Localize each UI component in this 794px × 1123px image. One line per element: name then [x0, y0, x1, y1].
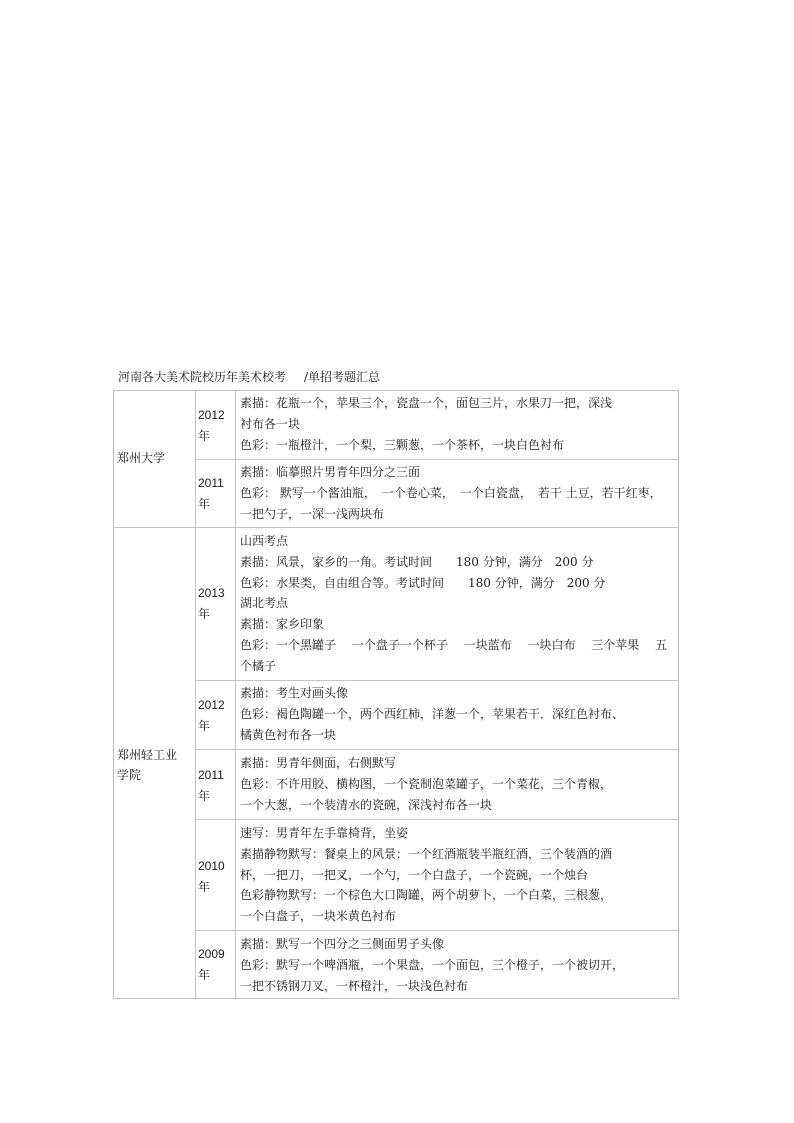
- year-value: 2012: [198, 408, 225, 422]
- year-unit: 年: [198, 880, 211, 894]
- content-line: 速写：男青年左手靠椅背，坐姿: [240, 826, 409, 840]
- content-line: 色彩：一瓶橙汁，一个梨，三颗葱，一个茶杯，一块白色衬布: [240, 437, 565, 452]
- university-name: 郑州大学: [117, 451, 166, 465]
- year-unit: 年: [198, 429, 211, 443]
- year-cell: [198, 583, 232, 625]
- content-line: 色彩：不许用胶、横构图，一个瓷制泡菜罐子，一个菜花，三个青椒，: [240, 776, 613, 791]
- exam-content-cell: [240, 683, 678, 745]
- content-line: 杯，一把刀，一把叉，一个勺，一个白盘子，一个瓷碗，一个烛台: [240, 867, 589, 882]
- content-line: 素描：考生对画头像: [240, 686, 349, 700]
- year-unit: 年: [198, 719, 211, 733]
- content-line: 色彩：水果类，自由组合等。考试时间 180 分钟，满分 200 分: [240, 575, 606, 590]
- content-line: 素描：男青年侧面，右侧默写: [240, 756, 397, 770]
- content-line: 衬布各一块: [240, 416, 301, 431]
- row-divider: [196, 749, 678, 750]
- content-line: 色彩：一个黑罐子 一个盘子一个杯子 一块蓝布 一块白布 三个苹果 五: [240, 637, 668, 652]
- content-line: 橘黄色衬布各一块: [240, 727, 337, 742]
- year-cell: [198, 405, 232, 447]
- content-line: 一把不锈钢刀叉，一杯橙汁，一块浅色衬布: [240, 978, 469, 993]
- year-value: 2011: [198, 476, 224, 490]
- document-title-tail: /单招考题汇总: [304, 370, 381, 384]
- exam-content-cell: [240, 393, 678, 455]
- year-cell: [198, 695, 232, 737]
- content-line: 素描：风景，家乡的一角。考试时间 180 分钟，满分 200 分: [240, 554, 594, 569]
- content-line: 色彩：默写一个啤酒瓶，一个果盘，一个面包，三个橙子，一个被切开，: [240, 957, 625, 972]
- year-unit: 年: [198, 497, 211, 511]
- column-divider-university: [195, 391, 196, 998]
- year-cell: [198, 856, 232, 898]
- exam-content-cell: [240, 531, 678, 677]
- year-value: 2013: [198, 586, 225, 600]
- exam-content-cell: [240, 823, 678, 927]
- document-title-main: 河南各大美术院校历年美术校考: [118, 370, 287, 384]
- year-unit: 年: [198, 607, 211, 621]
- year-cell: [198, 473, 232, 515]
- university-name-line: 学院: [117, 768, 142, 782]
- university-name-line: 郑州轻工业: [117, 748, 178, 762]
- column-divider-year: [235, 391, 236, 998]
- content-line: 素描静物默写：餐桌上的风景：一个红酒瓶装半瓶红酒，三个装酒的酒: [240, 846, 613, 861]
- year-cell: [198, 944, 232, 986]
- content-line: 湖北考点: [240, 596, 289, 611]
- row-divider: [114, 527, 678, 528]
- content-line: 素描：默写一个四分之三侧面男子头像: [240, 937, 445, 951]
- row-divider: [196, 930, 678, 931]
- year-value: 2011: [198, 768, 224, 782]
- year-value: 2010: [198, 859, 225, 873]
- content-line: 素描：家乡印象: [240, 617, 325, 632]
- content-line: 素描：花瓶一个，苹果三个，瓷盘一个，面包三片，水果刀一把，深浅: [240, 396, 613, 410]
- content-line: 色彩静物默写：一个棕色大口陶罐，两个胡萝卜，一个白菜，三根葱，: [240, 888, 613, 903]
- year-unit: 年: [198, 789, 211, 803]
- exam-content-cell: [240, 934, 678, 996]
- exam-content-cell: [240, 462, 678, 524]
- row-divider: [196, 459, 678, 460]
- content-line: 素描：临摹照片男青年四分之三面: [240, 465, 421, 479]
- university-name: [117, 745, 191, 785]
- content-line: 山西考点: [240, 534, 289, 548]
- row-divider: [196, 819, 678, 820]
- content-line: 色彩： 默写一个酱油瓶， 一个卷心菜， 一个白瓷盘， 若干 土豆，若干红枣，: [240, 485, 662, 500]
- content-line: 色彩：褐色陶罐一个，两个西红柿，洋葱一个，苹果若干．深红色衬布、: [240, 706, 625, 721]
- year-unit: 年: [198, 968, 211, 982]
- year-cell: [198, 765, 232, 807]
- exam-topics-table: [113, 390, 679, 999]
- year-value: 2009: [198, 947, 225, 961]
- content-line: 一个大葱，一个装清水的瓷碗，深浅衬布各一块: [240, 797, 493, 812]
- content-line: 一把勺子，一深一浅两块布: [240, 506, 385, 521]
- content-line: 个橘子: [240, 658, 277, 673]
- row-divider: [196, 680, 678, 681]
- year-value: 2012: [198, 698, 225, 712]
- content-line: 一个白盘子，一块米黄色衬布: [240, 909, 397, 924]
- document-title: [118, 368, 380, 385]
- exam-content-cell: [240, 753, 678, 815]
